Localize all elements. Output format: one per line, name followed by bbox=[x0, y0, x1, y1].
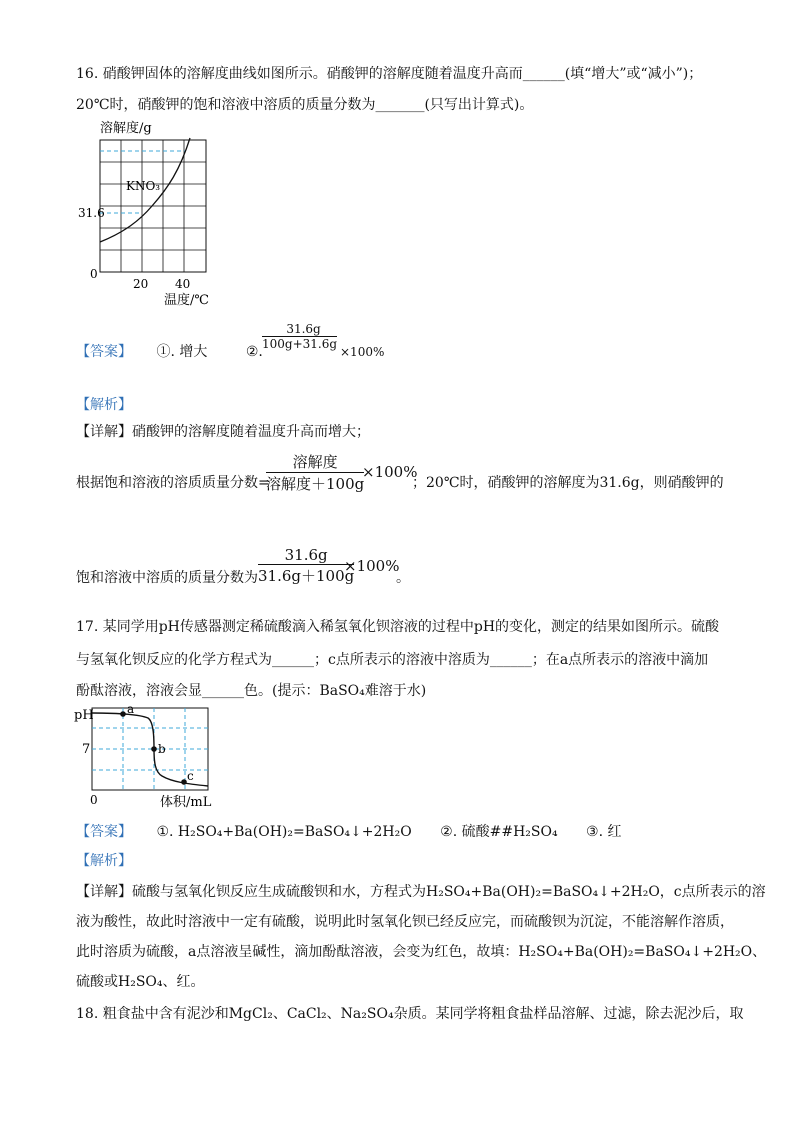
q16-formula-num: 溶解度 bbox=[292, 453, 338, 471]
q17-answer-2: ②. 硫酸##H₂SO₄ bbox=[440, 824, 558, 840]
chart1-xlabel: 温度/℃ bbox=[164, 293, 209, 308]
chart1-ylabel: 溶解度/g bbox=[100, 121, 152, 136]
q17-line-2: 与氢氧化钡反应的化学方程式为______；c点所表示的溶液中溶质为______；在a点所表示的溶液中滴加 bbox=[76, 652, 709, 668]
point-a-marker bbox=[120, 711, 126, 717]
chart1-series-label: KNO₃ bbox=[126, 179, 161, 193]
q16-formula-prefix: 根据饱和溶液的溶质质量分数= bbox=[76, 475, 270, 491]
chart1-grid bbox=[100, 140, 206, 272]
q16-result-fraction bbox=[258, 546, 354, 586]
q16-result-end: 。 bbox=[396, 570, 410, 586]
q16-detail: 【详解】硝酸钾的溶解度随着温度升高而增大； bbox=[76, 424, 370, 440]
chart1-x-tick-40: 40 bbox=[175, 277, 191, 291]
q16-formula-after: ；20℃时，硝酸钾的溶解度为31.6g，则硝酸钾的 bbox=[412, 475, 724, 491]
chart2-xlabel: 体积/mL bbox=[160, 795, 212, 810]
chart2-y-tick: 7 bbox=[82, 742, 91, 757]
q16-answer-frac-den: 100g+31.6g bbox=[262, 337, 338, 351]
q16-result-prefix: 饱和溶液中溶质的质量分数为 bbox=[76, 570, 258, 586]
q17-line-1: 17. 某同学用pH传感器测定稀硫酸滴入稀氢氧化钡溶液的过程中pH的变化，测定的结果如图所示。硫酸 bbox=[76, 619, 720, 635]
q17-detail-4: 硫酸或H₂SO₄、红。 bbox=[76, 974, 205, 990]
q17-answer-tag: 【答案】 bbox=[76, 824, 132, 840]
chart2-point-b: b bbox=[158, 742, 166, 756]
point-c-marker bbox=[181, 779, 187, 785]
q16-answer-row bbox=[76, 342, 263, 362]
q16-answer-tag: 【答案】 bbox=[76, 344, 132, 360]
q16-answer-frac-num: 31.6g bbox=[286, 322, 321, 336]
q17-detail-3: 此时溶质为硫酸，a点溶液呈碱性，滴加酚酞溶液，会变为红色，故填：H₂SO₄+Ba(OH)₂=BaSO₄↓+2H₂O、 bbox=[76, 944, 767, 960]
point-b-marker bbox=[151, 746, 157, 752]
chart2-origin: 0 bbox=[90, 793, 98, 807]
q16-line-2: 20℃时，硝酸钾的饱和溶液中溶质的质量分数为_______(只写出计算式)。 bbox=[76, 97, 534, 113]
q16-formula-fraction bbox=[266, 451, 364, 494]
solubility-chart bbox=[80, 116, 240, 308]
chart1-y-tick: 31.6 bbox=[78, 206, 105, 220]
chart1-origin: 0 bbox=[90, 267, 98, 281]
q17-answer-row bbox=[76, 822, 622, 842]
ph-chart bbox=[76, 700, 226, 812]
q16-answer-fraction bbox=[262, 322, 337, 351]
q17-answer-1: ①. H₂SO₄+Ba(OH)₂=BaSO₄↓+2H₂O bbox=[156, 824, 412, 840]
chart2-point-c: c bbox=[187, 769, 194, 783]
chart1-x-tick-20: 20 bbox=[133, 277, 149, 291]
q17-analysis-tag: 【解析】 bbox=[76, 853, 132, 869]
q16-line-1: 16. 硝酸钾固体的溶解度曲线如图所示。硝酸钾的溶解度随着温度升高而______(填“增大”或“减小”)； bbox=[76, 66, 703, 82]
chart2-point-a: a bbox=[127, 702, 135, 716]
q16-answer-1: ①. 增大 bbox=[156, 344, 208, 360]
q18-line-1: 18. 粗食盐中含有泥沙和MgCl₂、CaCl₂、Na₂SO₄杂质。某同学将粗食盐样品溶解、过滤，除去泥沙后，取 bbox=[76, 1006, 744, 1022]
q17-detail-1: 【详解】硫酸与氢氧化钡反应生成硫酸钡和水，方程式为H₂SO₄+Ba(OH)₂=BaSO₄↓+2H₂O，c点所表示的溶 bbox=[76, 884, 766, 900]
q16-result-num: 31.6g bbox=[284, 546, 328, 564]
q16-result-den: 31.6g＋100g bbox=[258, 564, 354, 586]
q17-detail-2: 液为酸性，故此时溶液中一定有硫酸，说明此时氢氧化钡已经反应完，而硫酸钡为沉淀，不能溶解作溶质， bbox=[76, 914, 734, 930]
q17-line-3: 酚酞溶液，溶液会显______色。(提示：BaSO₄难溶于水) bbox=[76, 683, 427, 699]
q16-result-suffix: ×100% bbox=[344, 557, 400, 575]
q16-formula-den: 溶解度＋100g bbox=[266, 472, 364, 494]
chart2-ylabel: pH bbox=[74, 708, 94, 723]
q16-formula-suffix: ×100% bbox=[362, 463, 418, 481]
q16-answer-2-prefix: ②. bbox=[245, 344, 263, 360]
q16-analysis-tag: 【解析】 bbox=[76, 397, 132, 413]
q17-answer-3: ③. 红 bbox=[586, 824, 622, 840]
q16-answer-frac-suffix: ×100% bbox=[340, 345, 385, 359]
